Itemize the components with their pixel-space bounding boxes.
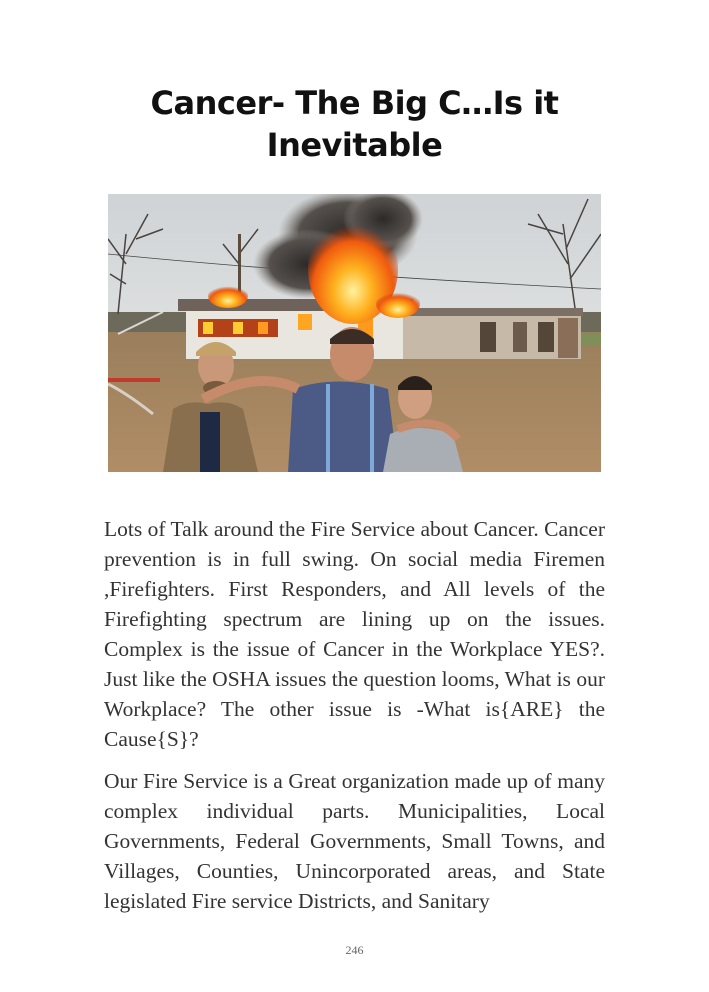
page-number: 246: [345, 943, 364, 957]
title-line-2: Inevitable: [266, 126, 443, 164]
body-text: [104, 514, 605, 928]
paragraph: Our Fire Service is a Great organization made up of many complex individual parts. Municipalities, Local Governments, Federal Governments, Small Towns, and Villages, Counties, Unincorporated areas, and State legislated Fire service Districts, and Sanitary: [104, 769, 605, 913]
house-fire-photo: [108, 194, 601, 472]
page-title: [104, 82, 605, 166]
paragraph: Lots of Talk around the Fire Service about Cancer. Cancer prevention is in full swing. On social media Firemen ,Firefighters. First Responders, and All levels of the Firefighting spectrum are lining up on the issues. Complex is the issue of Cancer in the Workplace YES?. Just like the OSHA issues the question looms, What is our Workplace? The other issue is -What is{ARE} the Cause{S}?: [104, 517, 605, 751]
title-line-1: Cancer- The Big C…Is it: [150, 84, 559, 122]
